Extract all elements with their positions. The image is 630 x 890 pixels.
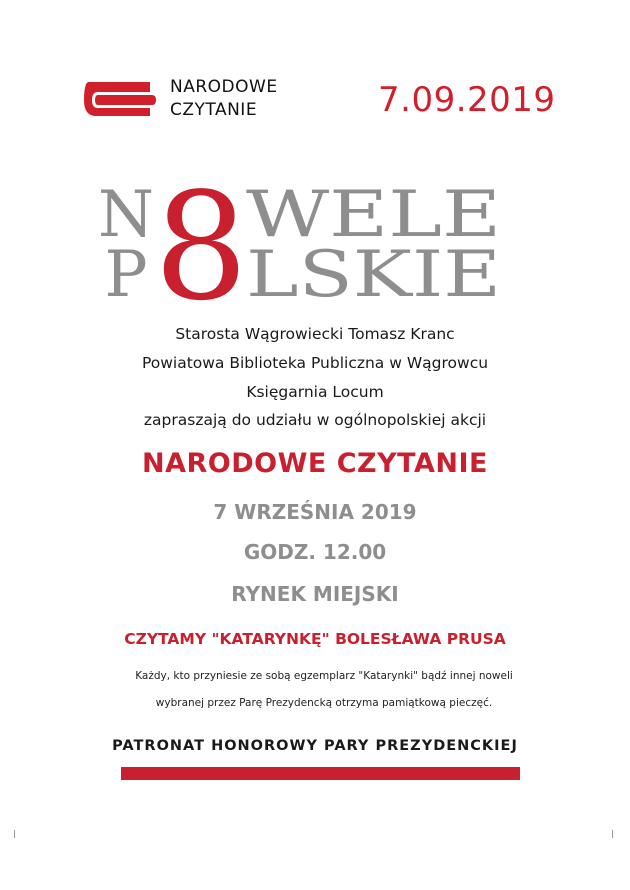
intro-line-3: Księgarnia Locum [246, 383, 384, 401]
intro-line-4: zapraszają do udziału w ogólnopolskiej akcji [143, 411, 487, 429]
logo-text [170, 76, 278, 122]
title-line2-prefix: P [104, 238, 148, 306]
title-line1-prefix: N [98, 178, 154, 252]
intro-line-2: Powiatowa Biblioteka Publiczna w Wągrowcu [141, 354, 489, 372]
event-place: RYNEK MIEJSKI [231, 582, 399, 606]
event-name: NARODOWE CZYTANIE [142, 448, 488, 479]
book-icon [84, 78, 156, 118]
note-line-2: wybranej przez Parę Prezydencką otrzyma pamiątkową pieczęć. [155, 697, 493, 709]
event-date: 7 WRZEŚNIA 2019 [213, 500, 417, 524]
title-logo [96, 176, 516, 306]
patronage: PATRONAT HONOROWY PARY PREZYDENCKIEJ [112, 738, 518, 754]
crop-mark [612, 830, 613, 838]
title-number: 8 [153, 176, 249, 306]
crop-mark [14, 830, 15, 838]
title-line1-suffix: WELE [246, 178, 501, 252]
logo-line-2: CZYTANIE [170, 100, 258, 120]
title-line2-suffix: LSKIE [246, 238, 501, 306]
intro-line-1: Starosta Wągrowiecki Tomasz Kranc [175, 325, 455, 343]
red-divider [121, 767, 520, 780]
logo-line-1: NARODOWE [170, 77, 278, 97]
reading-title: CZYTAMY "KATARYNKĘ" BOLESŁAWA PRUSA [124, 630, 506, 648]
event-time: GODZ. 12.00 [243, 540, 387, 564]
header-date: 7.09.2019 [378, 80, 556, 120]
note-line-1: Każdy, kto przyniesie ze sobą egzemplarz "Katarynki" bądź innej noweli [135, 670, 513, 682]
